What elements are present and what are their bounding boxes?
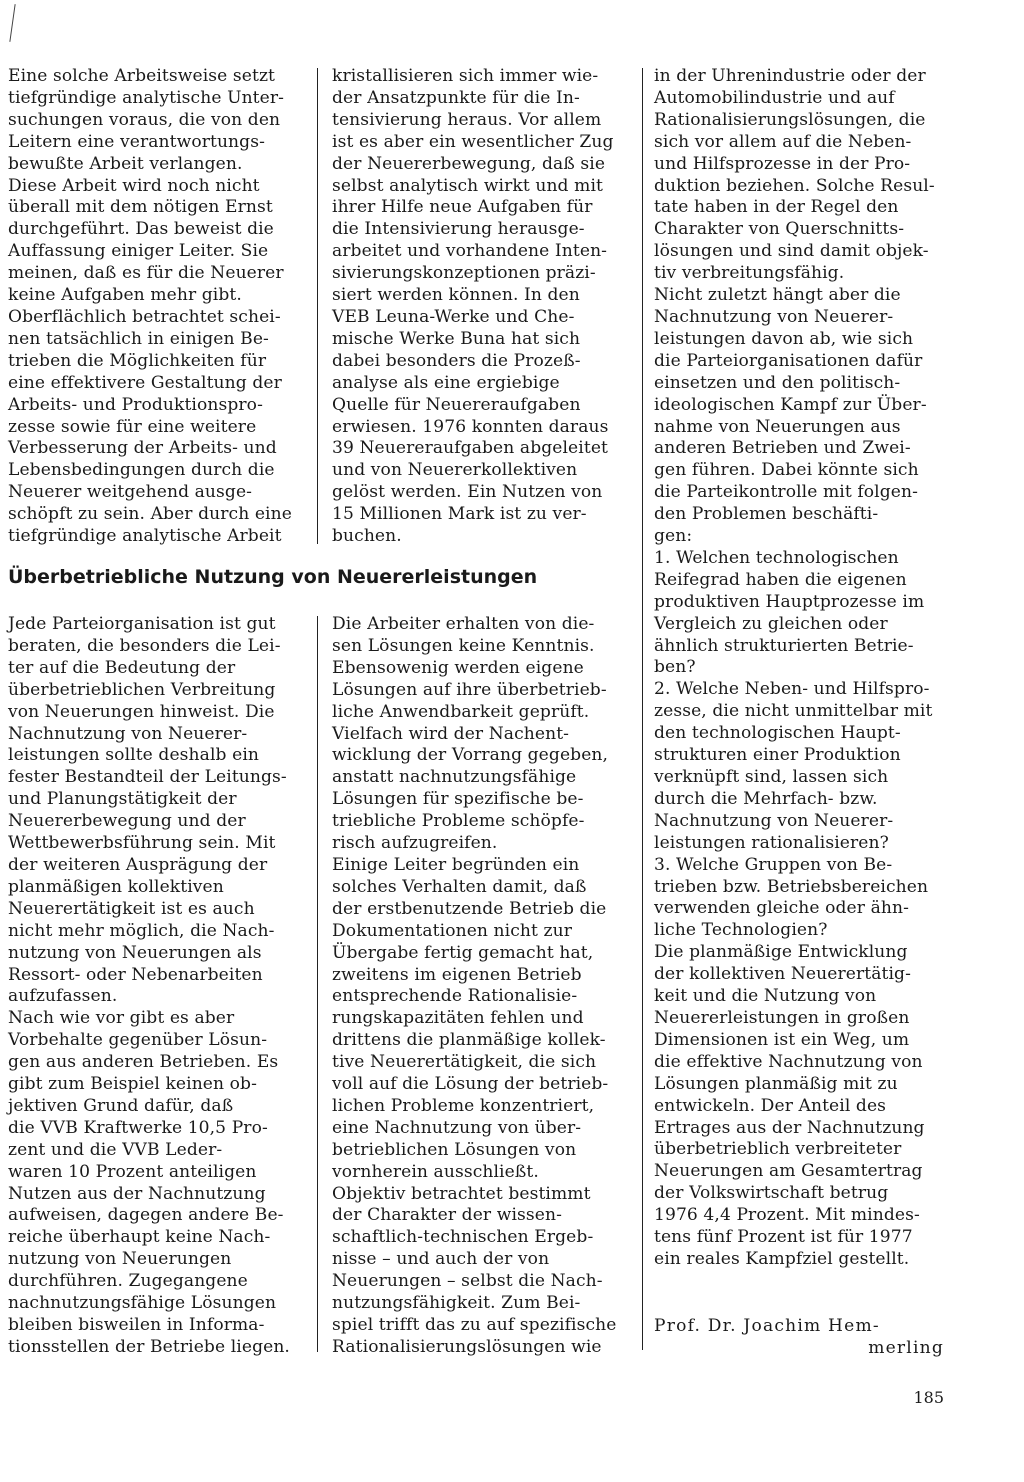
paragraph: Eine solche Arbeitsweise setzt tiefgründige analytische Unter- suchungen voraus, die von den Leitern eine verantwortungs- bewußte Arbeit verlangen. Diese Arbeit wird noch nicht überall mit dem nötigen Ernst durchgeführt. Das beweist die Auffassung einiger Leiter. Sie meinen, daß es für die Neuerer keine Aufgaben mehr gibt. Oberflächlich betrachtet schei- nen tatsächlich in einigen Be- trieben die Möglichkeiten für eine effektivere Gestaltung der Arbeits- und Produktionspro- zesse sowie für eine weitere Verbesserung der Arbeits- und Lebensbedingungen durch die Neuerer weitgehend ausge- schöpft zu sein. Aber durch eine tiefgründige analytische Arbeit (8, 66, 292, 547)
author-line-2: merling (868, 1337, 944, 1358)
paragraph: Die Arbeiter erhalten von die- sen Lösungen keine Kenntnis. Ebensowenig werden eigene Lösungen auf ihre überbetrieb- liche Anwendbarkeit geprüft. Vielfach wird der Nachent- wicklung der Vorrang gegeben, anstatt nachnutzungsfähige Lösungen für spezifische be- triebliche Probleme schöpfe- risch aufzugreifen. (332, 614, 609, 854)
column-top-1 (8, 66, 304, 548)
paragraph: Jede Parteiorganisation ist gut beraten, die besonders die Lei- ter auf die Bedeutung der überbetrieblichen Verbreitung von Neuerungen hinweist. Die Nachnutzung von Neuerer- leistungen sollte deshalb ein fester Bestandteil der Leitungs- und Planungstätigkeit der Neuererbewegung und der Wettbewerbsführung sein. Mit der weiteren Ausprägung der planmäßigen kollektiven Neuerertätigkeit ist es auch nicht mehr möglich, die Nach- nutzung von Neuerungen als Ressort- oder Nebenarbeiten aufzufassen. (8, 614, 287, 1007)
page-number: 185 (913, 1388, 944, 1407)
paragraph: Objektiv betrachtet bestimmt der Charakter der wissen- schaftlich-technischen Ergeb- nisse – und auch der von Neuerungen – selbst die Nach- nutzungsfähigkeit. Zum Bei- spiel trifft das zu auf spezifische Rationalisierungslösungen wie (332, 1183, 617, 1357)
column-3 (654, 66, 946, 1271)
column-2 (332, 614, 630, 1359)
column-top-2 (332, 66, 630, 548)
paragraph: Nach wie vor gibt es aber Vorbehalte gegenüber Lösun- gen aus anderen Betrieben. Es gibt zum Beispiel keinen ob- jektiven Grund dafür, daß die VVB Kraftwerke 10,5 Pro- zent und die VVB Leder- waren 10 Prozent anteiligen Nutzen aus der Nachnutzung aufweisen, dagegen andere Be- reiche überhaupt keine Nach- nutzung von Neuerungen durchführen. Zugegangene nachnutzungsfähige Lösungen bleiben bisweilen in Informa- tionsstellen der Betriebe liegen. (8, 1008, 290, 1357)
column-rule (642, 68, 643, 1350)
list-item: 1. Welchen technologischen Reifegrad haben die eigenen produktiven Hauptprozesse im Vergleich zu gleichen oder ähnlich strukturierten Betrie- ben? (654, 547, 925, 678)
paragraph: Einige Leiter begründen ein solches Verhalten damit, daß der erstbenutzende Betrieb die Dokumentationen nicht zur Übergabe fertig gemacht hat, zweitens im eigenen Betrieb entsprechende Rationalisie- rungskapazitäten fehlen und drittens die planmäßige kollek- tive Neuerertätigkeit, die sich voll auf die Lösung der betrieb- lichen Probleme konzentriert, eine Nachnutzung von über- betrieblichen Lösungen von vornherein ausschließt. (332, 854, 609, 1182)
column-1 (8, 614, 304, 1359)
column-rule (317, 616, 318, 1352)
paragraph: Nicht zuletzt hängt aber die Nachnutzung von Neuerer- leistungen davon ab, wie sich die Parteiorganisationen dafür einsetzen und den politisch- ideologischen Kampf zur Über- nahme von Neuerungen aus anderen Betrieben und Zwei- gen führen. Dabei könnte sich die Parteikontrolle mit folgen- den Problemen beschäfti- gen: (654, 285, 927, 547)
section-heading: Überbetriebliche Nutzung von Neuererleistungen (8, 566, 538, 588)
paragraph: Die planmäßige Entwicklung der kollektiven Neuerertätig- keit und die Nutzung von Neuererleistungen in großen Dimensionen ist ein Weg, um die effektive Nachnutzung von Lösungen planmäßig mit zu entwickeln. Der Anteil des Ertrages aus der Nachnutzung überbetrieblich verbreiteter Neuerungen am Gesamtertrag der Volkswirtschaft betrug 1976 4,4 Prozent. Mit mindes- tens fünf Prozent ist für 1977 ein reales Kampfziel gestellt. (654, 942, 925, 1269)
author-signature (654, 1316, 944, 1360)
margin-mark (9, 4, 15, 42)
author-line-1: Prof. Dr. Joachim Hem- (654, 1316, 880, 1336)
paragraph: kristallisieren sich immer wie- der Ansatzpunkte für die In- tensivierung heraus. Vor allem ist es aber ein wesentlicher Zug der Neuererbewegung, daß sie selbst analytisch wirkt und mit ihrer Hilfe neue Aufgaben für die Intensivierung herausge- arbeitet und vorhandene Inten- sivierungskonzeptionen präzi- siert werden können. In den VEB Leuna-Werke und Che- mische Werke Buna hat sich dabei besonders die Prozeß- analyse als eine ergiebige Quelle für Neuereraufgaben erwiesen. 1976 konnten daraus 39 Neuereraufgaben abgeleitet und von Neuererkollektiven gelöst werden. Ein Nutzen von 15 Millionen Mark ist zu ver- buchen. (332, 66, 614, 547)
paragraph: in der Uhrenindustrie oder der Automobilindustrie und auf Rationalisierungslösungen, die sich vor allem auf die Neben- und Hilfsprozesse in der Pro- duktion beziehen. Solche Resul- tate haben in der Regel den Charakter von Querschnitts- lösungen und sind damit objek- tiv verbreitungsfähig. (654, 66, 935, 284)
column-rule (317, 68, 318, 544)
list-item: 3. Welche Gruppen von Be- trieben bzw. Betriebsbereichen verwenden gleiche oder ähn- liche Technologien? (654, 854, 929, 941)
list-item: 2. Welche Neben- und Hilfspro- zesse, die nicht unmittelbar mit den technologischen Haupt- strukturen einer Produktion verknüpft sind, lassen sich durch die Mehrfach- bzw. Nachnutzung von Neuerer- leistungen rationalisieren? (654, 679, 933, 853)
